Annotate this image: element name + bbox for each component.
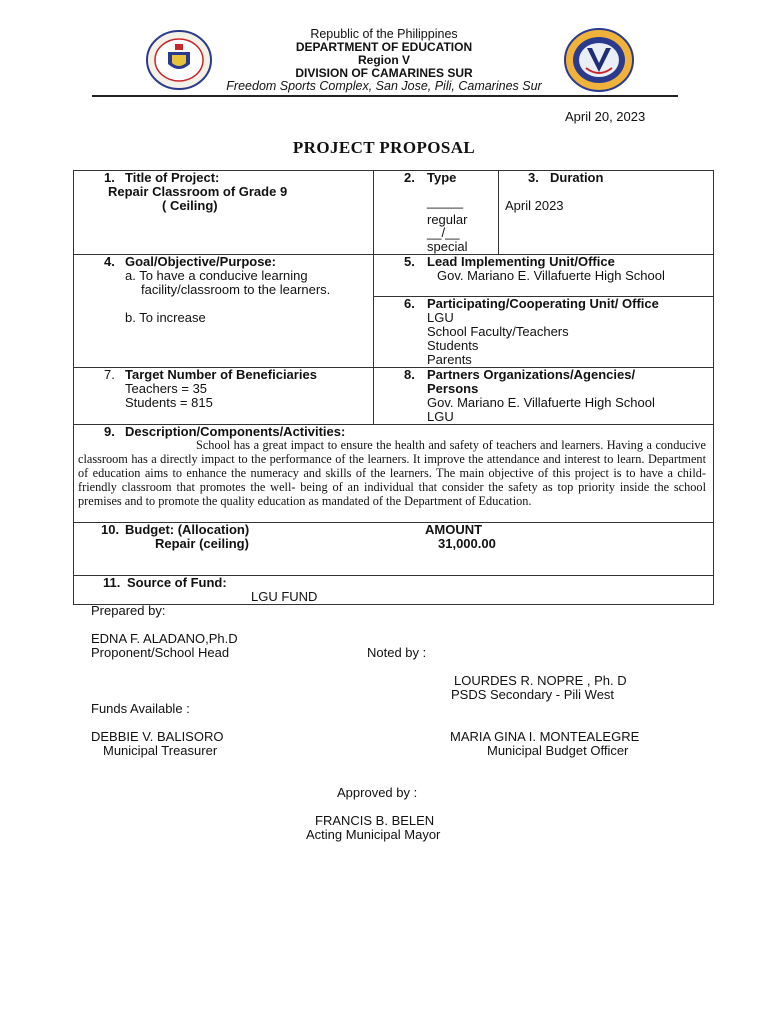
psds-name: LOURDES R. NOPRE , Ph. D (454, 673, 627, 688)
region-line: Region V (357, 53, 410, 67)
table-col-line (373, 170, 374, 424)
s9-description-rest: Having a conducive classroom has a directly impact to the performance of the learners. It improve the attendance and interest to learn. Department of education aims to enhance the numeracy and skills of the learners. The main objective of this project is to have a child-friendly classroom that promotes the well- being of an individual that consider the safety as top priority inside the school premises and to promote the quality education as mandated of the Department of Education. (78, 438, 706, 508)
s8-number: 8. (404, 367, 415, 382)
s1-label: Title of Project: (125, 170, 220, 185)
division-line: DIVISION OF CAMARINES SUR (295, 66, 473, 80)
document-date: April 20, 2023 (565, 109, 646, 124)
s2-label: Type (427, 170, 457, 185)
s10-label: Budget: (Allocation) (125, 522, 250, 537)
s5-label: Lead Implementing Unit/Office (427, 254, 615, 269)
s7-label: Target Number of Beneficiaries (125, 367, 317, 382)
s9-description (78, 438, 706, 508)
s4-number: 4. (104, 254, 115, 269)
s10-amount: 31,000.00 (438, 536, 496, 551)
republic-line: Republic of the Philippines (310, 27, 458, 41)
table-col-line (498, 170, 499, 254)
noted-by-label: Noted by : (367, 645, 427, 660)
s4-label: Goal/Objective/Purpose: (125, 254, 276, 269)
s1-title-line2: ( Ceiling) (162, 198, 218, 213)
s8-label-line1: Partners Organizations/Agencies/ (427, 367, 636, 382)
psds-title: PSDS Secondary - Pili West (451, 687, 615, 702)
table-border-right (713, 170, 714, 604)
s8-item: LGU (427, 409, 454, 424)
budget-officer-title: Municipal Budget Officer (487, 743, 629, 758)
s6-item: School Faculty/Teachers (427, 324, 569, 339)
s9-number: 9. (104, 424, 115, 439)
s6-item: Students (427, 338, 479, 353)
header-divider (92, 95, 678, 97)
s4-goal-a-line2: facility/classroom to the learners. (141, 282, 331, 297)
s10-item: Repair (ceiling) (155, 536, 249, 551)
s4-goal-a-line1: a. To have a conducive learning (125, 268, 308, 283)
treasurer-name: DEBBIE V. BALISORO (91, 729, 224, 744)
prepared-by-label: Prepared by: (91, 603, 166, 618)
funds-available-label: Funds Available : (91, 701, 190, 716)
s6-item: LGU (427, 310, 454, 325)
s3-duration-value: April 2023 (505, 198, 564, 213)
s7-teachers: Teachers = 35 (125, 381, 208, 396)
s1-number: 1. (104, 170, 115, 185)
address-line: Freedom Sports Complex, San Jose, Pili, Camarines Sur (226, 79, 542, 93)
s6-label: Participating/Cooperating Unit/ Office (427, 296, 659, 311)
s2-number: 2. (404, 170, 415, 185)
treasurer-title: Municipal Treasurer (103, 743, 218, 758)
proponent-name: EDNA F. ALADANO,Ph.D (91, 631, 238, 646)
s4-goal-b: b. To increase (125, 310, 206, 325)
s5-value: Gov. Mariano E. Villafuerte High School (437, 268, 665, 283)
s2-special: special (427, 239, 468, 254)
s5-number: 5. (404, 254, 415, 269)
s7-number: 7. (104, 367, 115, 382)
s3-number: 3. (528, 170, 539, 185)
mayor-title: Acting Municipal Mayor (306, 827, 441, 842)
proponent-title: Proponent/School Head (91, 645, 230, 660)
s2-regular-blank: _____ (427, 194, 464, 209)
table-border-bottom (73, 604, 714, 605)
table-border-left (73, 170, 74, 604)
s2-regular: regular (427, 212, 468, 227)
s8-item: Gov. Mariano E. Villafuerte High School (427, 395, 655, 410)
s10-amount-label: AMOUNT (425, 522, 483, 537)
document-title: PROJECT PROPOSAL (292, 138, 476, 157)
s6-number: 6. (404, 296, 415, 311)
budget-officer-name: MARIA GINA I. MONTEALEGRE (450, 729, 640, 744)
s3-label: Duration (550, 170, 604, 185)
s8-label-line2: Persons (427, 381, 479, 396)
s9-description-first: School has a great impact to ensure the health and safety of teachers and learners. (196, 438, 604, 452)
s11-value: LGU FUND (251, 589, 318, 604)
s10-number: 10. (101, 522, 120, 537)
s7-students: Students = 815 (125, 395, 213, 410)
s9-label: Description/Components/Activities: (125, 424, 346, 439)
mayor-name: FRANCIS B. BELEN (315, 813, 435, 828)
approved-by-label: Approved by : (337, 785, 418, 800)
s2-special-check: __/__ (427, 225, 460, 240)
s6-item: Parents (427, 352, 472, 367)
s1-title-line1: Repair Classroom of Grade 9 (108, 184, 288, 199)
s11-label: Source of Fund: (127, 575, 227, 590)
department-line: DEPARTMENT OF EDUCATION (295, 40, 473, 54)
s11-number: 11. (103, 575, 121, 590)
